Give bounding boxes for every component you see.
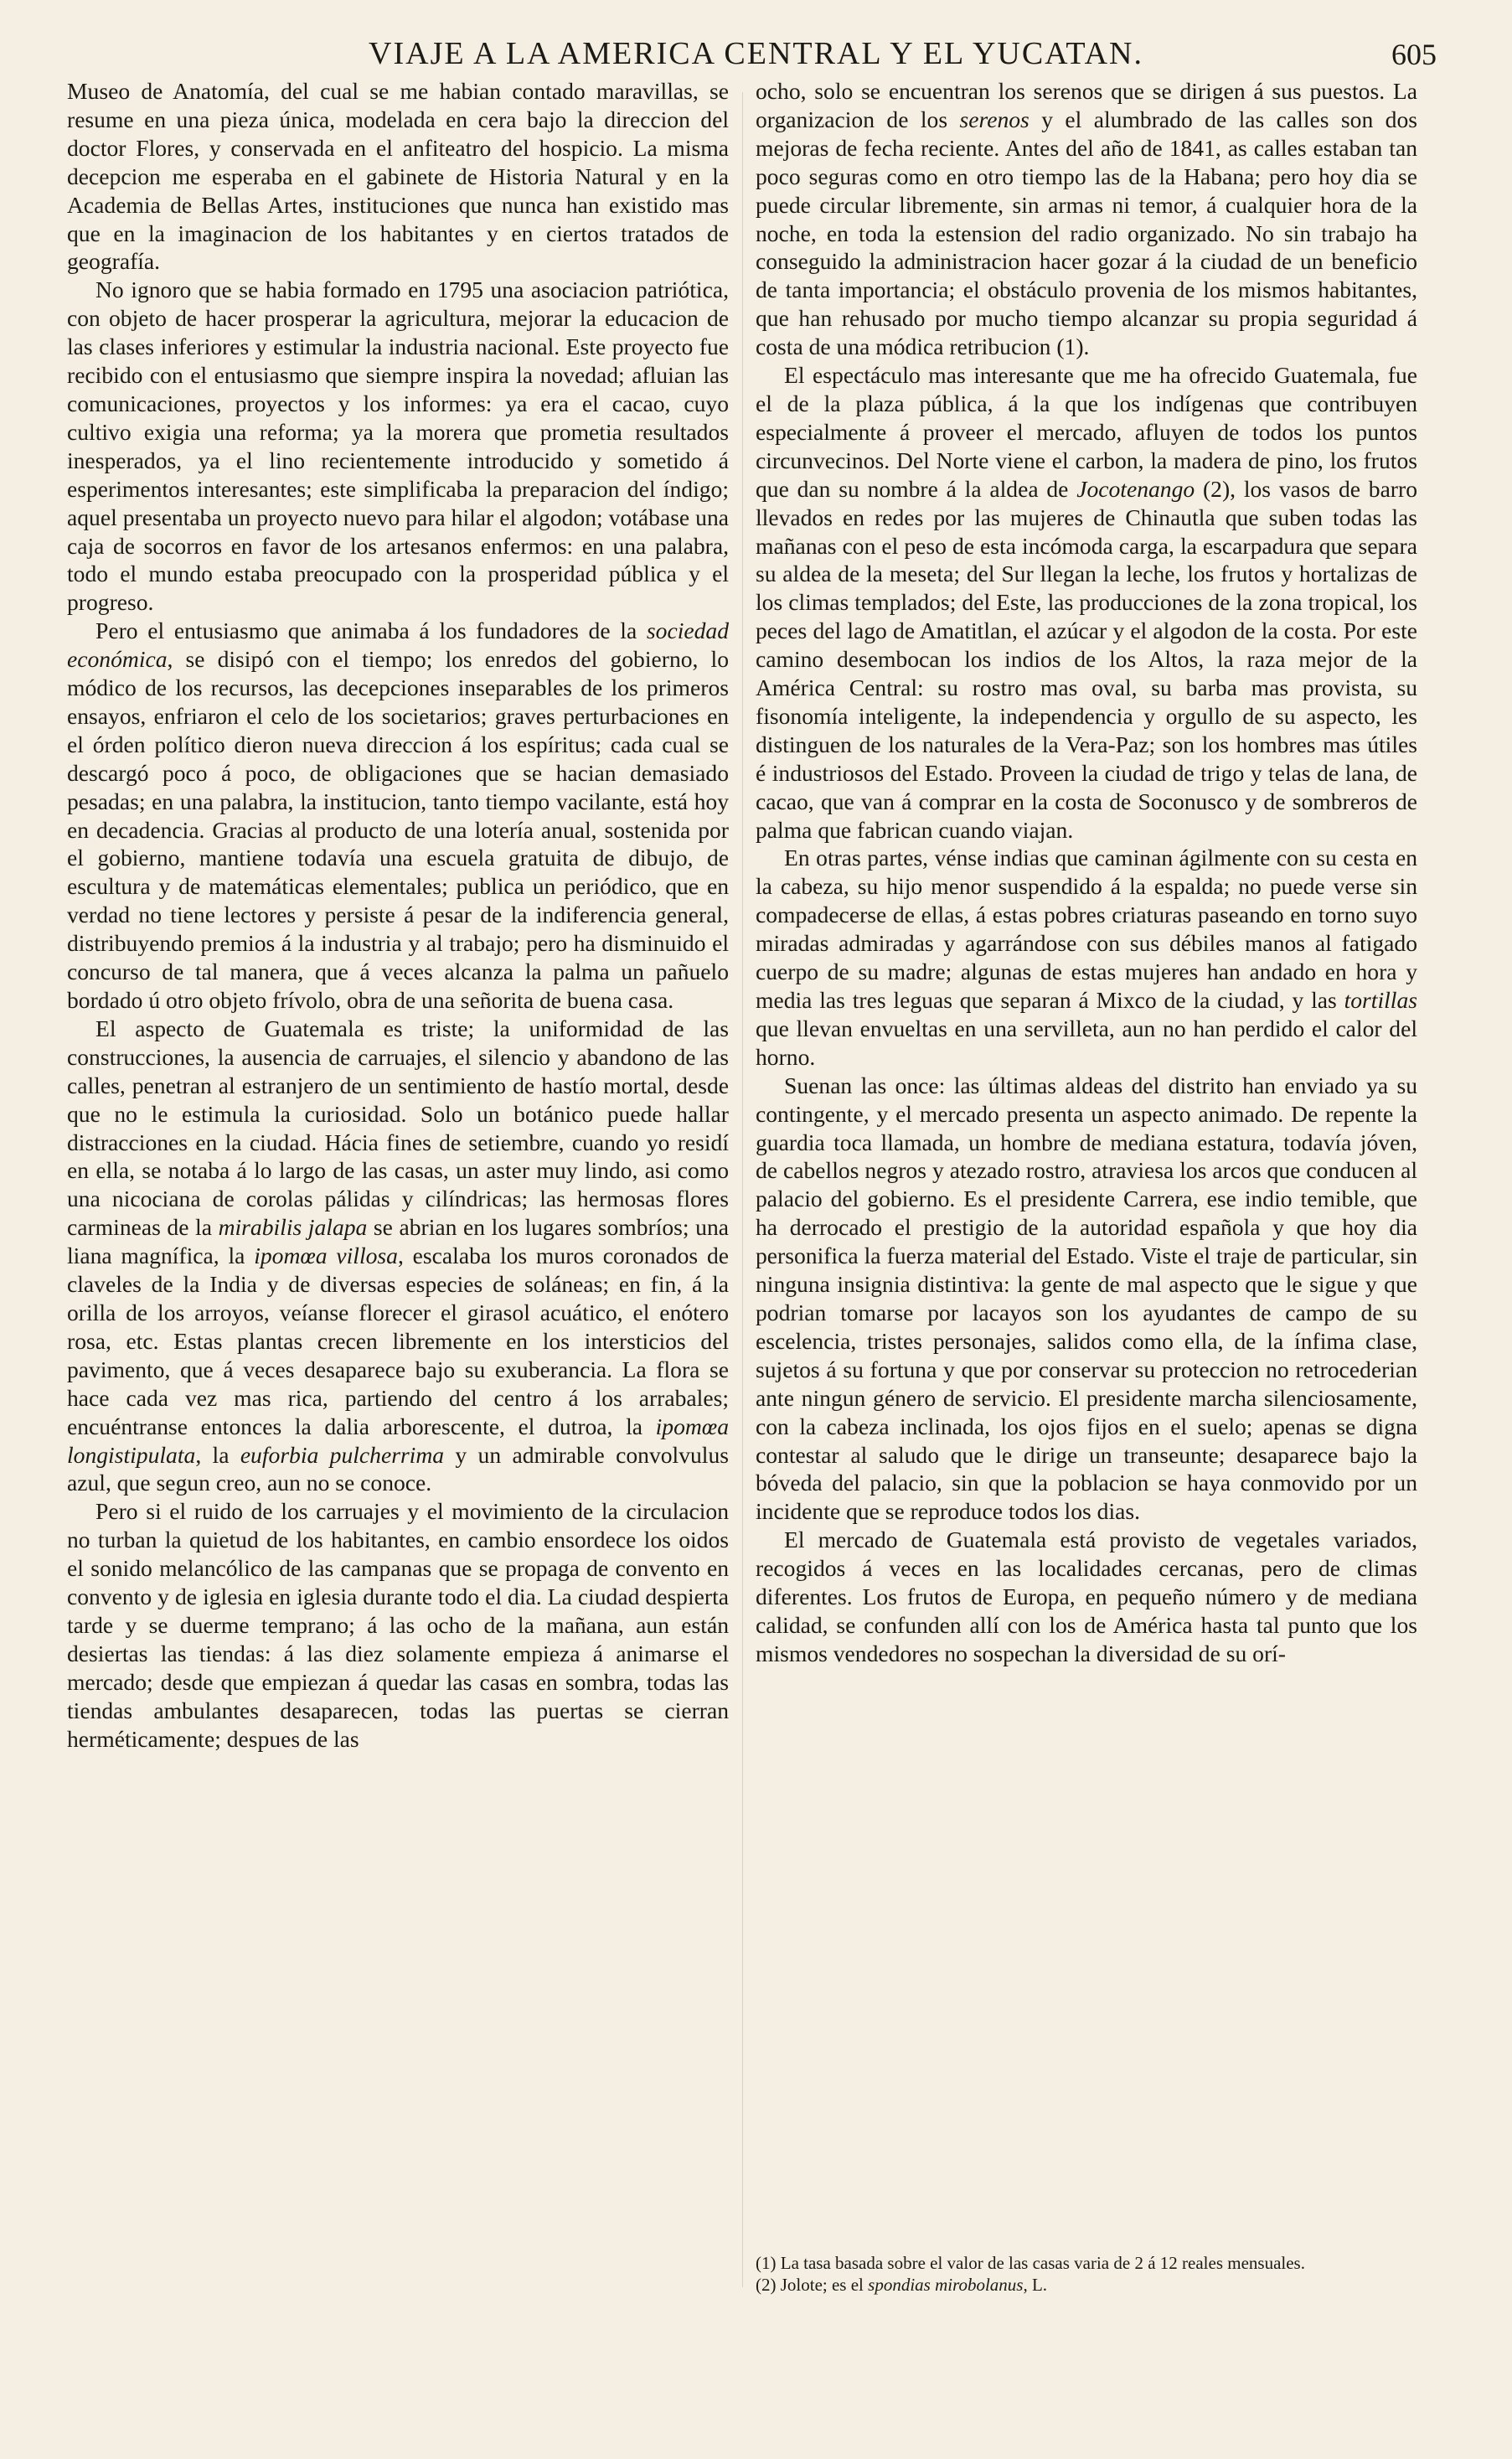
emphasis: Jocotenango [1076, 475, 1195, 502]
running-title: VIAJE A LA AMERICA CENTRAL Y EL YUCATAN. [369, 36, 1143, 71]
emphasis: serenos [959, 106, 1030, 132]
emphasis: ipomœa villosa [254, 1242, 398, 1269]
emphasis: ipomœa longistipulata [67, 1413, 729, 1468]
emphasis: spondias mirobolanus [868, 2275, 1024, 2295]
paragraph: No ignoro que se habia formado en 1795 una asociacion patriótica, con objeto de hacer prosperar la agricultura, mejorar la educacion de las clases inferiores y estimular la industria nacional. Este proyecto fue recibido con el entusiasmo que siempre inspira la novedad; afluian las comunicaciones, proyectos y los informes: ya era el cacao, cuyo cultivo exigia una reforma; ya la morera que prometia resultados inesperados, ya el lino recientemente introducido y sometido á esperimentos interesantes; este simplificaba la preparacion del índigo; aquel presentaba un proyecto nuevo para hilar el algodon; votábase una caja de socorros en favor de los artesanos enfermos: en una palabra, todo el mundo estaba preocupado con la prosperidad pública y el progreso. [67, 276, 729, 616]
paragraph: En otras partes, vénse indias que caminan ágilmente con su cesta en la cabeza, su hijo menor suspendido á la espalda; no puede verse sin compadecerse de ellas, á estas pobres criaturas paseando en torno suyo miradas admiradas y agarrándose con sus débiles manos al fatigado cuerpo de su madre; algunas de estas mujeres han andado en hora y media las tres leguas que separan á Mixco de la ciudad, y las tortillas que llevan envueltas en una servilleta, aun no han perdido el calor del horno. [756, 845, 1417, 1070]
emphasis: euforbia pulcherrima [240, 1441, 445, 1468]
paragraph: Pero si el ruido de los carruajes y el movimiento de la circulacion no turban la quietud de los habitantes, en cambio ensordece los oidos el sonido melancólico de las campanas que se propaga de convento en convento y de iglesia en iglesia durante todo el dia. La ciudad despierta tarde y se duerme temprano; á las ocho de la mañana, aun están desiertas las tiendas: á las diez solamente empieza á animarse el mercado; desde que empiezan á quedar las casas en sombra, todas las tiendas ambulantes desaparecen, todas las puertas se cierran herméticamente; despues de las [67, 1498, 729, 1752]
page-header [67, 35, 1445, 77]
right-column [756, 77, 1417, 1668]
footnote: (2) Jolote; es el spondias mirobolanus, L. [756, 2275, 1048, 2295]
emphasis: sociedad económica [67, 617, 729, 673]
paragraph: Suenan las once: las últimas aldeas del distrito han enviado ya su contingente, y el mercado presenta un aspecto animado. De repente la guardia toca llamada, un hombre de mediana estatura, todavía jóven, de cabellos negros y atezado rostro, atraviesa los arcos que conducen al palacio del gobierno. Es el presidente Carrera, ese indio temible, que ha derrocado el prestigio de la autoridad española y que hoy dia personifica la fuerza material del Estado. Viste el traje de particular, sin ninguna insignia distintiva: la gente de mal aspecto que le sigue y que podrian tomarse por lacayos son los ayudantes de campo de su escelencia, tristes personajes, salidos como ella, de la ínfima clase, sujetos á su fortuna y que por conservar su proteccion no retrocederian ante ningun género de servicio. El presidente marcha silenciosamente, con la cabeza inclinada, los ojos fijos en el suelo; apenas se digna contestar al saludo que le dirige un transeunte; desaparece bajo la bóveda del palacio, sin que la poblacion se haya conmovido por un incidente que se reproduce todos los dias. [756, 1072, 1417, 1525]
paragraph: ocho, solo se encuentran los serenos que se dirigen á sus puestos. La organizacion de los serenos y el alumbrado de las calles son dos mejoras de fecha reciente. Antes del año de 1841, as calles estaban tan poco seguras como en otro tiempo las de la Habana; pero hoy dia se puede circular libremente, sin armas ni temor, á cualquier hora de la noche, en toda la estension del radio organizado. No sin trabajo ha conseguido la administracion hacer gozar á la ciudad de un beneficio de tanta importancia; el obstáculo provenia de los mismos habitantes, que han rehusado por mucho tiempo alcanzar su propia seguridad á costa de una módica retribucion (1). [756, 78, 1417, 360]
paragraph: El aspecto de Guatemala es triste; la uniformidad de las construcciones, la ausencia de carruajes, el silencio y abandono de las calles, penetran al estranjero de un sentimiento de hastío mortal, desde que no le estimula la curiosidad. Solo un botánico puede hallar distracciones en la ciudad. Hácia fines de setiembre, cuando yo residí en ella, se notaba á lo largo de las casas, un aster muy lindo, asi como una nicociana de corolas pálidas y cilíndricas; las hermosas flores carmineas de la mirabilis jalapa se abrian en los lugares sombríos; una liana magnífica, la ipomœa villosa, escalaba los muros coronados de claveles de la India y de diversas especies de soláneas; en fin, á la orilla de los arroyos, veíanse florecer el girasol acuático, el enótero rosa, etc. Estas plantas crecen libremente en los intersticios del pavimento, que á veces desaparece bajo su exuberancia. La flora se hace cada vez mas rica, partiendo del centro á los arrabales; encuéntranse entonces la dalia arborescente, el dutroa, la ipomœa longistipulata, la euforbia pulcherrima y un admirable convolvulus azul, que segun creo, aun no se conoce. [67, 1015, 730, 1496]
column-divider [742, 92, 743, 2287]
page-number: 605 [1391, 38, 1437, 71]
paragraph: El espectáculo mas interesante que me ha ofrecido Guatemala, fue el de la plaza pública, á la que los indígenas que contribuyen especialmente á proveer el mercado, afluyen de todos los puntos circunvecinos. Del Norte viene el carbon, la madera de pino, los frutos que dan su nombre á la aldea de Jocotenango (2), los vasos de barro llevados en redes por las mujeres de Chinautla que suben todas las mañanas con el peso de esta incómoda carga, la escarpadura que separa su aldea de la meseta; del Sur llegan la leche, los frutos y hortalizas de los climas templados; del Este, las producciones de la zona tropical, los peces del lago de Amatitlan, el azúcar y el algodon de la costa. Por este camino desembocan los indios de los Altos, la raza mejor de la América Central: su rostro mas oval, su barba mas provista, su fisonomía inteligente, la independencia y orgullo de su aspecto, les distinguen de los naturales de la Vera-Paz; son los hombres mas útiles é industriosos del Estado. Proveen la ciudad de trigo y telas de lana, de cacao, que van á comprar en la costa de Soconusco y de sombreros de palma que fabrican cuando viajan. [756, 362, 1417, 843]
paragraph: Pero el entusiasmo que animaba á los fundadores de la sociedad económica, se disipó con el tiempo; los enredos del gobierno, lo módico de los recursos, las decepciones inseparables de los primeros ensayos, enfriaron el celo de los societarios; graves perturbaciones en el órden político dieron nueva direccion á los espíritus; cada cual se descargó poco á poco, de obligaciones que se hacian demasiado pesadas; en una palabra, la institucion, tanto tiempo vacilante, está hoy en decadencia. Gracias al producto de una lotería anual, sostenida por el gobierno, mantiene todavía una escuela gratuita de dibujo, de escultura y de matemáticas elementales; publica un periódico, que en verdad no tiene lectores y persiste á pesar de la indiferencia general, distribuyendo premios á la industria y al trabajo; pero ha disminuido el concurso de tal manera, que á veces alcanza la palma un pañuelo bordado ú otro objeto frívolo, obra de una señorita de buena casa. [67, 617, 729, 1013]
paragraph: Museo de Anatomía, del cual se me habian contado maravillas, se resume en una pieza única, modelada en cera bajo la direccion del doctor Flores, y conservada en el anfiteatro del hospicio. La misma decepcion me esperaba en el gabinete de Historia Natural y en la Academia de Bellas Artes, instituciones que nunca han existido mas que en la imaginacion de los habitantes y en ciertos tratados de geografía. [67, 78, 729, 275]
left-column [67, 77, 729, 1753]
paragraph: El mercado de Guatemala está provisto de vegetales variados, recogidos á veces en las localidades cercanas, pero de climas diferentes. Los frutos de Europa, en pequeño número y de mediana calidad, se confunden allí con los de América hasta tal punto que los mismos vendedores no sospechan la diversidad de su orí- [756, 1527, 1417, 1666]
emphasis: mirabilis jalapa [218, 1214, 368, 1241]
emphasis: tortillas [1344, 987, 1417, 1013]
footnote: (1) La tasa basada sobre el valor de las casas varia de 2 á 12 reales mensuales. [756, 2253, 1305, 2273]
footnotes [756, 2252, 1417, 2296]
